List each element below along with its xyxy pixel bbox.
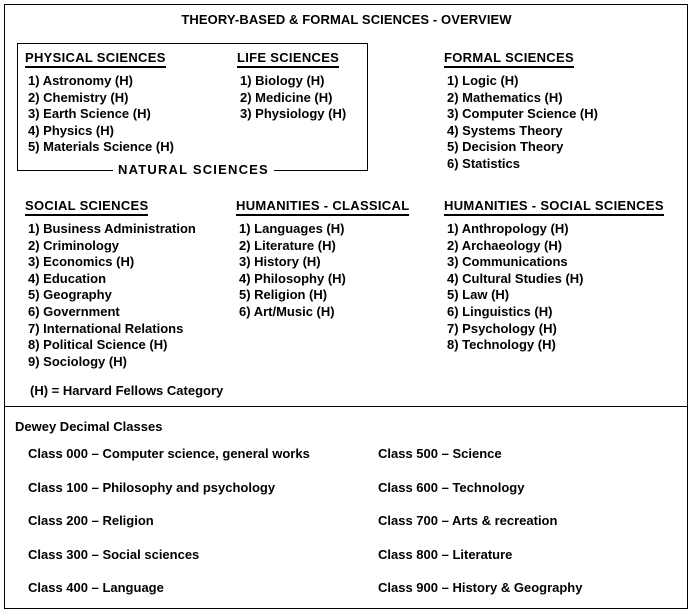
list-item: 4) Education [28, 270, 107, 286]
list-item: 5) Law (H) [447, 287, 510, 303]
list-item: 3) Computer Science (H) [447, 106, 598, 122]
list-item: 4) Philosophy (H) [239, 270, 346, 286]
dewey-class-000: Class 000 – Computer science, general works [28, 446, 310, 461]
list-item: 6) Linguistics (H) [447, 303, 553, 319]
dewey-class-500: Class 500 – Science [378, 446, 502, 461]
dewey-right-column [378, 446, 582, 614]
dewey-left-column [28, 446, 310, 614]
list-item: 6) Government [28, 303, 120, 319]
dewey-class-200: Class 200 – Religion [28, 513, 154, 528]
list-item: 7) Psychology (H) [447, 320, 557, 336]
page-title: THEORY-BASED & FORMAL SCIENCES - OVERVIEW [181, 12, 512, 27]
life-sciences-list [237, 73, 346, 123]
list-item: 5) Religion (H) [239, 287, 328, 303]
list-item: 3) Communications [447, 254, 568, 270]
list-item: 2) Chemistry (H) [28, 89, 129, 105]
list-item: 4) Systems Theory [447, 122, 563, 138]
section-divider [4, 406, 688, 407]
formal-sciences-heading: FORMAL SCIENCES [444, 50, 574, 68]
list-item: 1) Biology (H) [240, 73, 325, 88]
list-item: 8) Political Science (H) [28, 337, 168, 353]
list-item: 5) Materials Science (H) [28, 139, 174, 155]
social-sciences-section [25, 198, 196, 370]
list-item: 3) Earth Science (H) [28, 106, 151, 122]
formal-sciences-list [444, 73, 598, 173]
natural-sciences-label: NATURAL SCIENCES [113, 162, 274, 177]
humanities-classical-list [236, 221, 409, 321]
list-item: 9) Sociology (H) [28, 353, 127, 369]
dewey-class-700: Class 700 – Arts & recreation [378, 513, 558, 528]
list-item: 1) Business Administration [28, 221, 196, 236]
dewey-title: Dewey Decimal Classes [15, 419, 163, 434]
physical-sciences-heading: PHYSICAL SCIENCES [25, 50, 166, 68]
dewey-class-800: Class 800 – Literature [378, 546, 513, 562]
list-item: 5) Geography [28, 287, 112, 303]
humanities-social-heading: HUMANITIES - SOCIAL SCIENCES [444, 198, 664, 216]
humanities-social-section [444, 198, 664, 354]
legend-note: (H) = Harvard Fellows Category [30, 383, 224, 398]
life-sciences-heading: LIFE SCIENCES [237, 50, 339, 68]
list-item: 1) Logic (H) [447, 73, 519, 88]
list-item: 3) History (H) [239, 254, 321, 270]
formal-sciences-section [444, 50, 598, 173]
dewey-class-100: Class 100 – Philosophy and psychology [28, 479, 276, 495]
dewey-class-900: Class 900 – History & Geography [378, 580, 583, 595]
list-item: 2) Criminology [28, 237, 120, 253]
list-item: 4) Physics (H) [28, 122, 114, 138]
list-item: 8) Technology (H) [447, 337, 556, 353]
physical-sciences-section [25, 50, 174, 156]
list-item: 3) Physiology (H) [240, 106, 347, 122]
list-item: 6) Art/Music (H) [239, 303, 335, 319]
list-item: 2) Literature (H) [239, 237, 336, 253]
list-item: 2) Medicine (H) [240, 89, 333, 105]
list-item: 4) Cultural Studies (H) [447, 270, 584, 286]
social-sciences-heading: SOCIAL SCIENCES [25, 198, 148, 216]
list-item: 1) Astronomy (H) [28, 73, 133, 88]
list-item: 1) Languages (H) [239, 221, 345, 236]
dewey-class-300: Class 300 – Social sciences [28, 546, 200, 562]
social-sciences-list [25, 221, 196, 370]
humanities-classical-section [236, 198, 409, 321]
physical-sciences-list [25, 73, 174, 156]
list-item: 1) Anthropology (H) [447, 221, 569, 236]
life-sciences-section [237, 50, 346, 123]
dewey-class-400: Class 400 – Language [28, 580, 164, 595]
humanities-classical-heading: HUMANITIES - CLASSICAL [236, 198, 409, 216]
list-item: 2) Mathematics (H) [447, 89, 563, 105]
list-item: 2) Archaeology (H) [447, 237, 563, 253]
list-item: 7) International Relations [28, 320, 184, 336]
list-item: 3) Economics (H) [28, 254, 135, 270]
list-item: 6) Statistics [447, 155, 520, 171]
list-item: 5) Decision Theory [447, 139, 564, 155]
humanities-social-list [444, 221, 664, 354]
dewey-class-600: Class 600 – Technology [378, 479, 525, 495]
